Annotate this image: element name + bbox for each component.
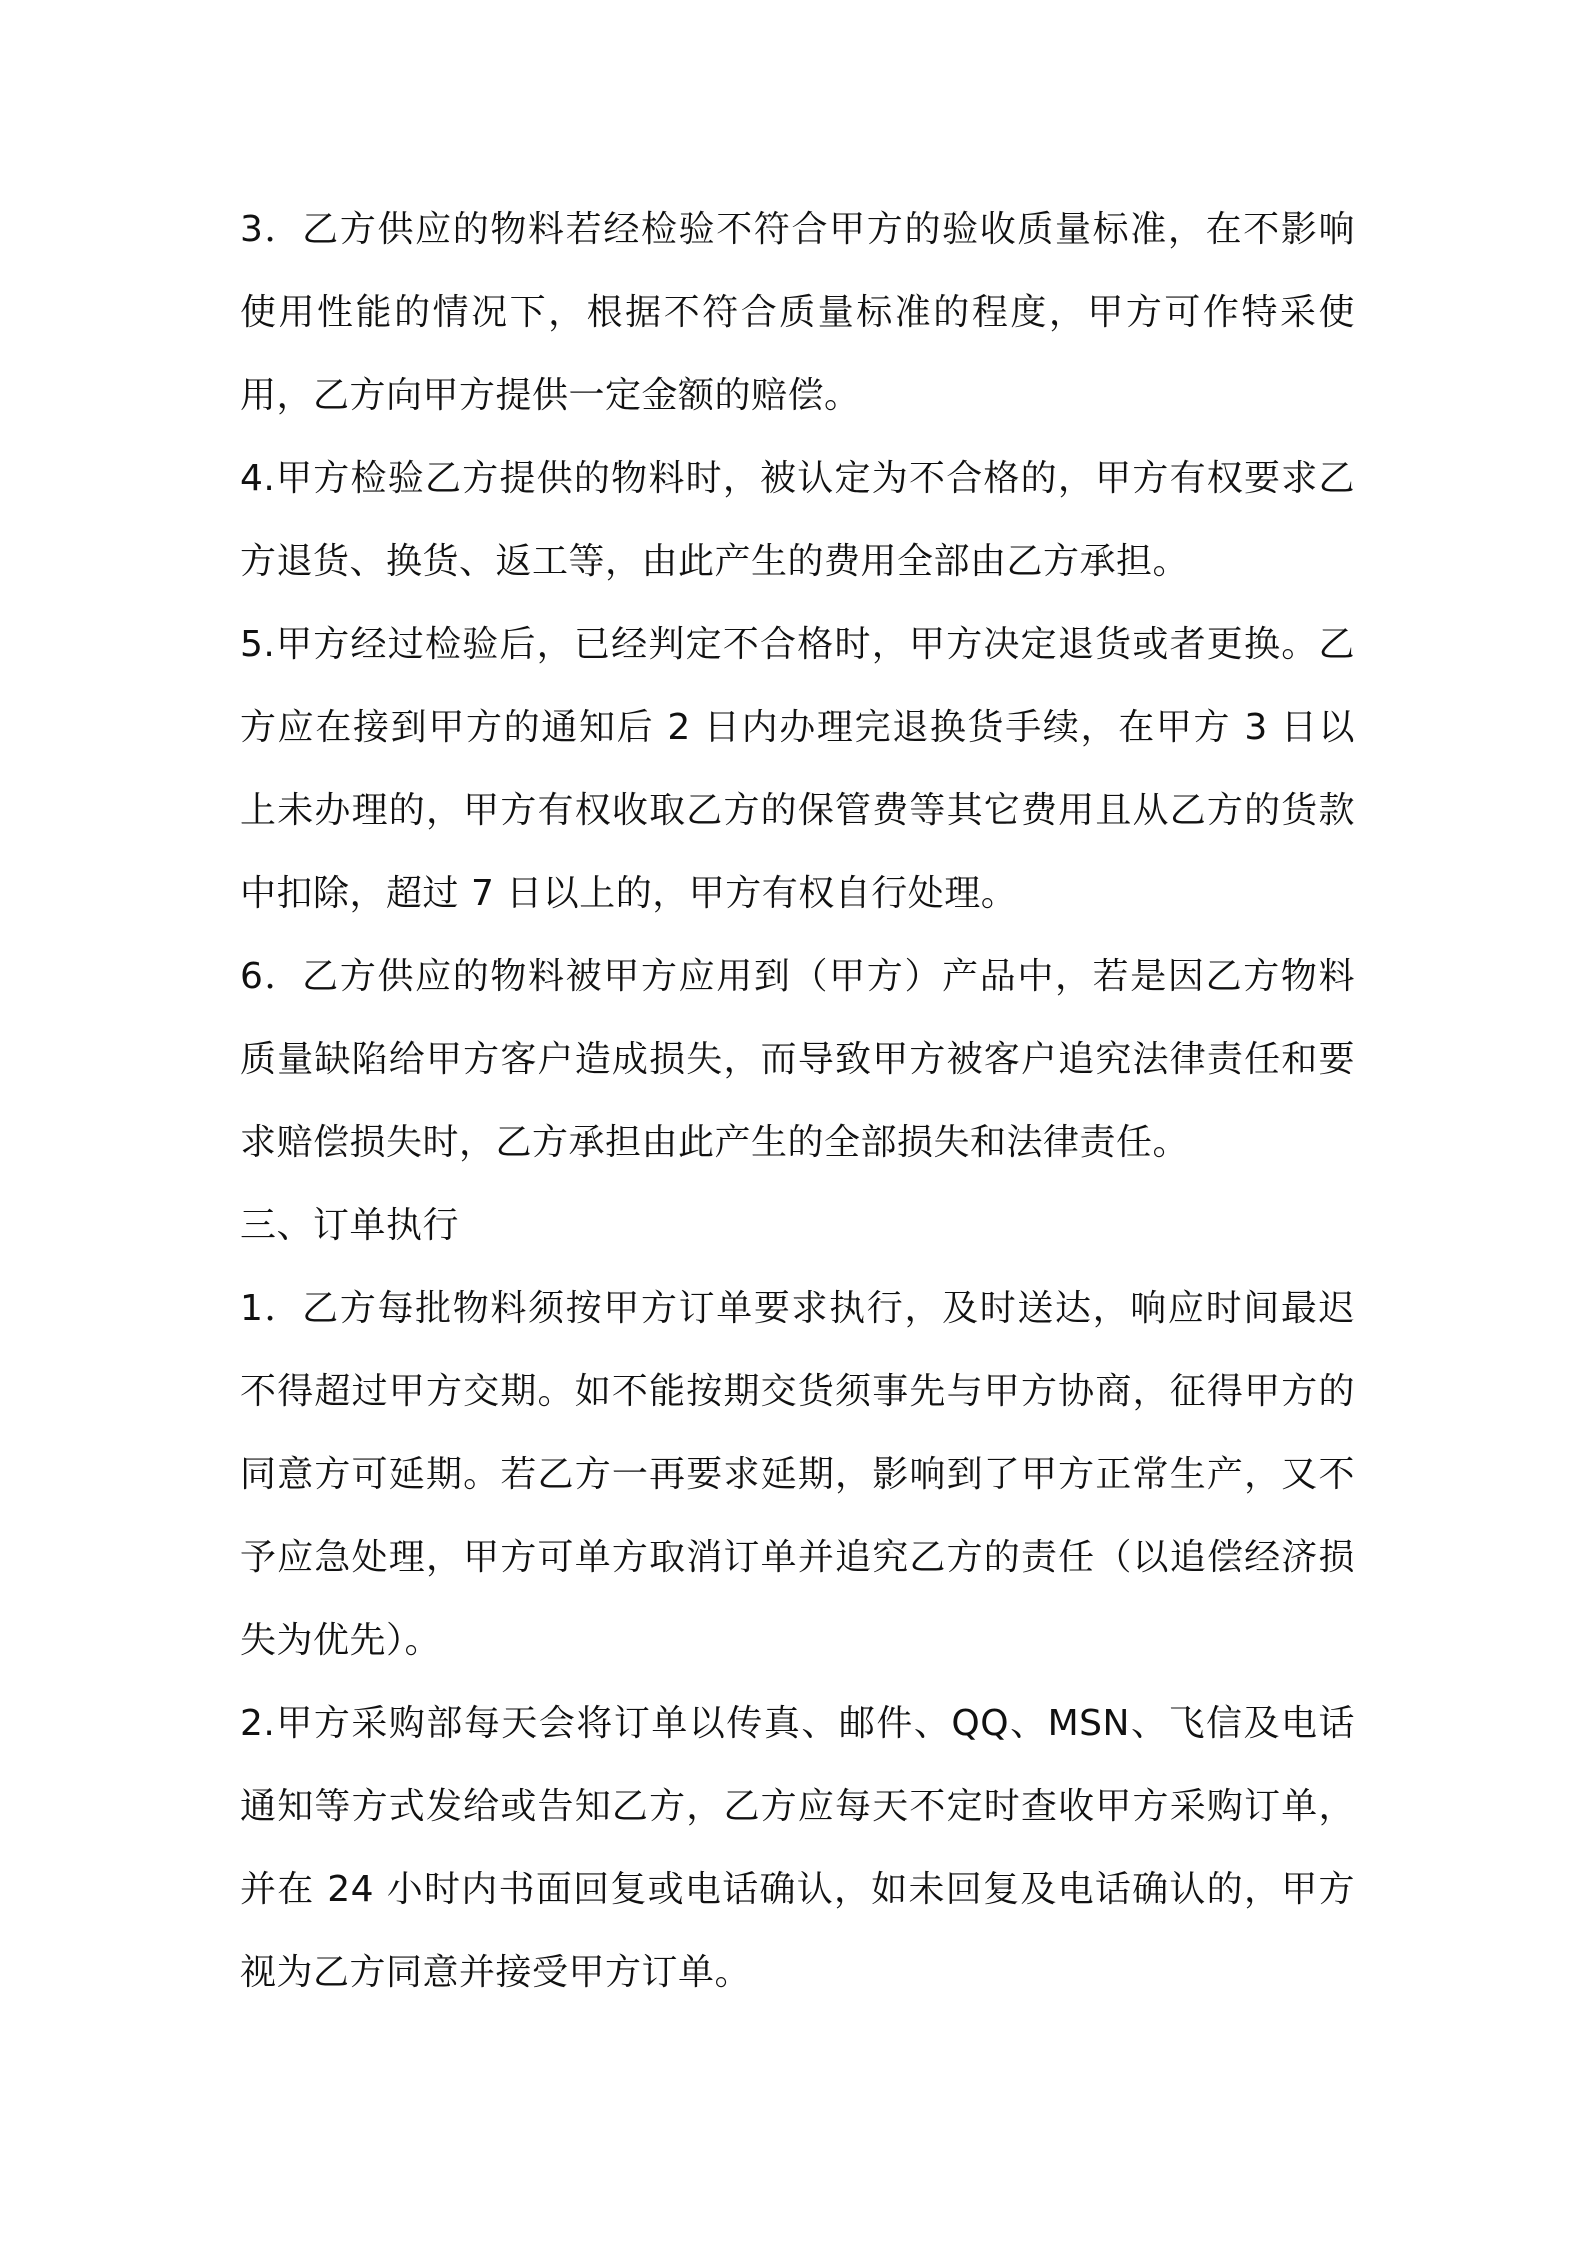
clause-3-paragraph: 3．乙方供应的物料若经检验不符合甲方的验收质量标准，在不影响使用性能的情况下，根据不符合质量标准的程度，甲方可作特采使用，乙方向甲方提供一定金额的赔偿。 [240, 209, 1355, 416]
clause-6-paragraph: 6．乙方供应的物料被甲方应用到（甲方）产品中，若是因乙方物料质量缺陷给甲方客户造成损失，而导致甲方被客户追究法律责任和要求赔偿损失时，乙方承担由此产生的全部损失和法律责任。 [240, 956, 1355, 1163]
order-clause-2-paragraph: 2.甲方采购部每天会将订单以传真、邮件、QQ、MSN、飞信及电话通知等方式发给或告知乙方，乙方应每天不定时查收甲方采购订单，并在 24 小时内书面回复或电话确认，如未回复及电话确认的，甲方视为乙方同意并接受甲方订单。 [240, 1703, 1355, 1993]
order-clause-1-paragraph: 1．乙方每批物料须按甲方订单要求执行，及时送达，响应时间最迟不得超过甲方交期。如不能按期交货须事先与甲方协商，征得甲方的同意方可延期。若乙方一再要求延期，影响到了甲方正常生产，又不予应急处理，甲方可单方取消订单并追究乙方的责任（以追偿经济损失为优先）。 [240, 1288, 1355, 1661]
document-body [240, 188, 1355, 2014]
clause-4-paragraph: 4.甲方检验乙方提供的物料时，被认定为不合格的，甲方有权要求乙方退货、换货、返工等，由此产生的费用全部由乙方承担。 [240, 458, 1355, 582]
section-heading: 三、订单执行 [240, 1205, 460, 1246]
clause-5-paragraph: 5.甲方经过检验后，已经判定不合格时，甲方决定退货或者更换。乙方应在接到甲方的通知后 2 日内办理完退换货手续，在甲方 3 日以上未办理的，甲方有权收取乙方的保管费等其它费用且从乙方的货款中扣除，超过 7 日以上的，甲方有权自行处理。 [240, 624, 1355, 914]
